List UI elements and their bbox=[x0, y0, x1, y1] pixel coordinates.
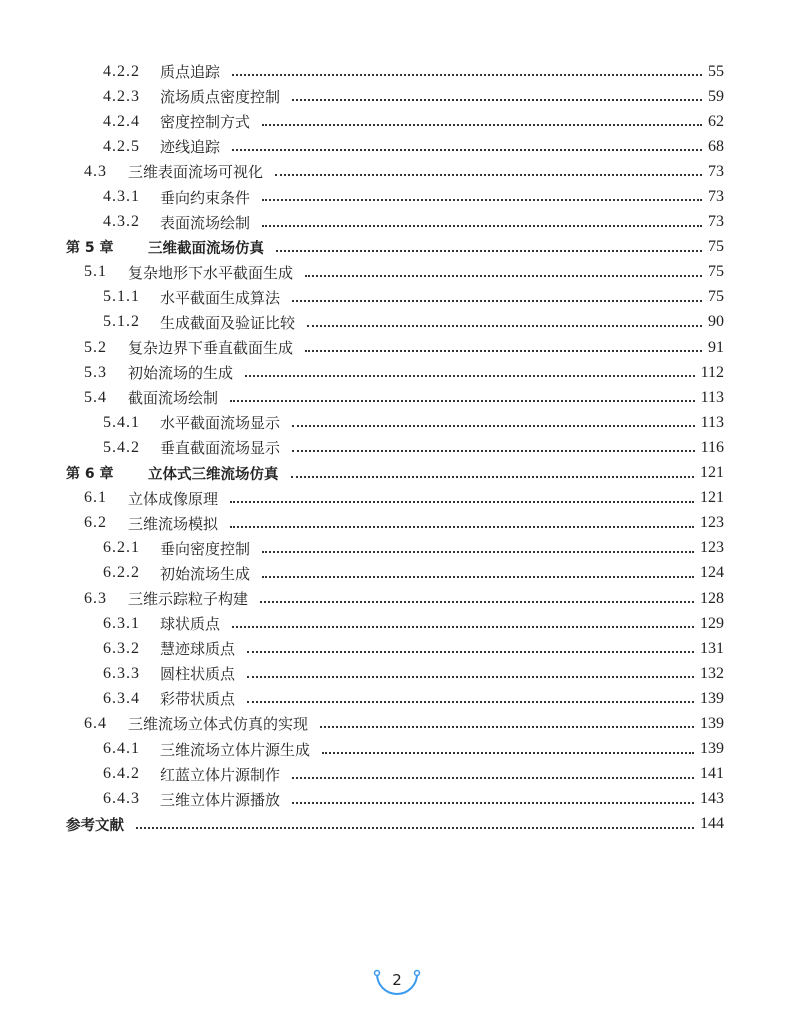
toc-entry bbox=[0, 461, 790, 486]
entry-title: 三维流场模拟 bbox=[128, 514, 219, 533]
entry-page: 73 bbox=[708, 213, 724, 231]
entry-title: 水平截面生成算法 bbox=[160, 288, 281, 307]
entry-title: 球状质点 bbox=[160, 615, 221, 634]
toc-entry bbox=[0, 260, 790, 285]
toc-entry bbox=[0, 686, 790, 711]
dot-leader bbox=[247, 651, 694, 653]
dot-leader bbox=[136, 827, 694, 829]
entry-title: 水平截面流场显示 bbox=[160, 414, 281, 433]
toc-entry bbox=[0, 184, 790, 209]
entry-number: 4.2.4 bbox=[103, 112, 140, 130]
dot-leader bbox=[292, 99, 702, 101]
entry-title: 垂直截面流场显示 bbox=[160, 439, 281, 458]
dot-leader bbox=[232, 149, 702, 151]
toc-entry bbox=[0, 235, 790, 260]
entry-title: 三维流场立体式仿真的实现 bbox=[128, 715, 309, 734]
dot-leader bbox=[307, 325, 702, 327]
entry-page: 91 bbox=[708, 338, 724, 356]
dot-leader bbox=[292, 450, 695, 452]
toc-entry bbox=[0, 812, 790, 837]
entry-page: 90 bbox=[708, 313, 724, 331]
toc-entry bbox=[0, 561, 790, 586]
entry-title: 三维立体片源播放 bbox=[160, 790, 281, 809]
entry-title: 密度控制方式 bbox=[160, 113, 251, 132]
entry-page: 139 bbox=[700, 689, 724, 707]
table-of-contents bbox=[0, 59, 790, 837]
entry-title: 三维表面流场可视化 bbox=[128, 163, 264, 182]
dot-leader bbox=[320, 726, 694, 728]
toc-entry bbox=[0, 611, 790, 636]
toc-entry bbox=[0, 360, 790, 385]
entry-page: 75 bbox=[708, 238, 724, 256]
dot-leader bbox=[230, 501, 694, 503]
entry-page: 131 bbox=[700, 639, 724, 657]
entry-page: 116 bbox=[700, 438, 724, 456]
dot-leader bbox=[275, 174, 702, 176]
entry-number: 6.2 bbox=[84, 514, 107, 532]
entry-number: 6.3 bbox=[84, 589, 107, 607]
entry-number: 5.1.1 bbox=[103, 288, 140, 306]
dot-leader bbox=[291, 476, 694, 478]
page-number: 2 bbox=[392, 971, 402, 989]
entry-title: 三维示踪粒子构建 bbox=[128, 590, 249, 609]
entry-number: 4.2.2 bbox=[103, 62, 140, 80]
toc-entry bbox=[0, 536, 790, 561]
entry-page: 121 bbox=[700, 489, 724, 507]
page-number-badge bbox=[372, 964, 422, 1004]
toc-entry bbox=[0, 787, 790, 812]
entry-number: 4.3 bbox=[84, 162, 107, 180]
entry-title: 初始流场的生成 bbox=[128, 364, 234, 383]
toc-entry bbox=[0, 762, 790, 787]
dot-leader bbox=[232, 74, 702, 76]
entry-page: 141 bbox=[700, 765, 724, 783]
entry-page: 129 bbox=[700, 614, 724, 632]
dot-leader bbox=[232, 626, 694, 628]
entry-title: 彩带状质点 bbox=[160, 690, 236, 709]
toc-entry bbox=[0, 711, 790, 736]
toc-entry bbox=[0, 435, 790, 460]
dot-leader bbox=[230, 400, 695, 402]
entry-page: 139 bbox=[700, 740, 724, 758]
dot-leader bbox=[262, 225, 702, 227]
dot-leader bbox=[305, 350, 702, 352]
toc-entry bbox=[0, 737, 790, 762]
toc-entry bbox=[0, 335, 790, 360]
dot-leader bbox=[262, 551, 694, 553]
entry-number: 4.3.2 bbox=[103, 213, 140, 231]
entry-number: 5.4.1 bbox=[103, 413, 140, 431]
dot-leader bbox=[322, 752, 694, 754]
dot-leader bbox=[262, 124, 702, 126]
entry-title: 初始流场生成 bbox=[160, 564, 251, 583]
entry-title: 垂向密度控制 bbox=[160, 539, 251, 558]
dot-leader bbox=[292, 802, 694, 804]
toc-entry bbox=[0, 511, 790, 536]
entry-page: 73 bbox=[708, 162, 724, 180]
toc-entry bbox=[0, 109, 790, 134]
entry-title: 复杂边界下垂直截面生成 bbox=[128, 339, 294, 358]
toc-entry bbox=[0, 410, 790, 435]
entry-number: 6.2.2 bbox=[103, 564, 140, 582]
entry-number: 4.3.1 bbox=[103, 188, 140, 206]
entry-page: 75 bbox=[708, 263, 724, 281]
entry-number: 5.1 bbox=[84, 263, 107, 281]
toc-entry bbox=[0, 310, 790, 335]
dot-leader bbox=[230, 526, 694, 528]
entry-page: 139 bbox=[700, 714, 724, 732]
toc-entry bbox=[0, 385, 790, 410]
entry-page: 144 bbox=[700, 815, 724, 833]
dot-leader bbox=[292, 425, 695, 427]
toc-entry bbox=[0, 486, 790, 511]
entry-number: 6.4.1 bbox=[103, 740, 140, 758]
entry-number: 5.4 bbox=[84, 388, 107, 406]
entry-number: 6.3.2 bbox=[103, 639, 140, 657]
entry-page: 62 bbox=[708, 112, 724, 130]
entry-title: 三维截面流场仿真 bbox=[148, 240, 264, 257]
entry-number: 6.3.1 bbox=[103, 614, 140, 632]
entry-page: 132 bbox=[700, 664, 724, 682]
toc-entry bbox=[0, 84, 790, 109]
entry-page: 113 bbox=[700, 413, 724, 431]
entry-number: 4.2.5 bbox=[103, 137, 140, 155]
entry-title: 垂向约束条件 bbox=[160, 188, 251, 207]
toc-entry bbox=[0, 159, 790, 184]
entry-title: 生成截面及验证比较 bbox=[160, 313, 296, 332]
dot-leader bbox=[292, 777, 694, 779]
toc-entry bbox=[0, 59, 790, 84]
entry-number: 6.4 bbox=[84, 714, 107, 732]
entry-title: 复杂地形下水平截面生成 bbox=[128, 263, 294, 282]
entry-number: 5.3 bbox=[84, 363, 107, 381]
entry-number: 6.1 bbox=[84, 489, 107, 507]
dot-leader bbox=[260, 601, 694, 603]
toc-entry bbox=[0, 661, 790, 686]
entry-page: 128 bbox=[700, 589, 724, 607]
entry-number: 6.4.2 bbox=[103, 765, 140, 783]
entry-number: 5.2 bbox=[84, 338, 107, 356]
entry-page: 73 bbox=[708, 188, 724, 206]
dot-leader bbox=[292, 300, 702, 302]
toc-entry bbox=[0, 134, 790, 159]
entry-title: 参考文献 bbox=[66, 817, 124, 834]
entry-number: 6.3.4 bbox=[103, 689, 140, 707]
toc-entry bbox=[0, 586, 790, 611]
toc-entry bbox=[0, 210, 790, 235]
entry-page: 123 bbox=[700, 514, 724, 532]
entry-page: 55 bbox=[708, 62, 724, 80]
entry-title: 立体成像原理 bbox=[128, 489, 219, 508]
dot-leader bbox=[262, 576, 694, 578]
entry-number: 第 5 章 bbox=[66, 240, 114, 257]
entry-page: 121 bbox=[700, 464, 724, 482]
entry-page: 68 bbox=[708, 137, 724, 155]
dot-leader bbox=[247, 676, 694, 678]
entry-number: 6.2.1 bbox=[103, 539, 140, 557]
dot-leader bbox=[245, 375, 695, 377]
entry-page: 59 bbox=[708, 87, 724, 105]
entry-title: 立体式三维流场仿真 bbox=[148, 466, 279, 483]
entry-title: 三维流场立体片源生成 bbox=[160, 740, 311, 759]
entry-title: 圆柱状质点 bbox=[160, 665, 236, 684]
entry-number: 6.3.3 bbox=[103, 664, 140, 682]
dot-leader bbox=[305, 275, 702, 277]
dot-leader bbox=[247, 701, 694, 703]
toc-entry bbox=[0, 636, 790, 661]
entry-number: 5.1.2 bbox=[103, 313, 140, 331]
toc-entry bbox=[0, 285, 790, 310]
entry-title: 质点追踪 bbox=[160, 63, 221, 82]
entry-number: 6.4.3 bbox=[103, 790, 140, 808]
entry-title: 迹线追踪 bbox=[160, 138, 221, 157]
dot-leader bbox=[276, 250, 702, 252]
entry-page: 124 bbox=[700, 564, 724, 582]
entry-page: 113 bbox=[700, 388, 724, 406]
entry-title: 慧迹球质点 bbox=[160, 640, 236, 659]
entry-page: 112 bbox=[700, 363, 724, 381]
entry-title: 表面流场绘制 bbox=[160, 213, 251, 232]
entry-page: 143 bbox=[700, 790, 724, 808]
entry-title: 截面流场绘制 bbox=[128, 389, 219, 408]
entry-title: 流场质点密度控制 bbox=[160, 88, 281, 107]
entry-page: 123 bbox=[700, 539, 724, 557]
entry-page: 75 bbox=[708, 288, 724, 306]
dot-leader bbox=[262, 199, 702, 201]
entry-title: 红蓝立体片源制作 bbox=[160, 765, 281, 784]
entry-number: 5.4.2 bbox=[103, 438, 140, 456]
entry-number: 第 6 章 bbox=[66, 466, 114, 483]
entry-number: 4.2.3 bbox=[103, 87, 140, 105]
